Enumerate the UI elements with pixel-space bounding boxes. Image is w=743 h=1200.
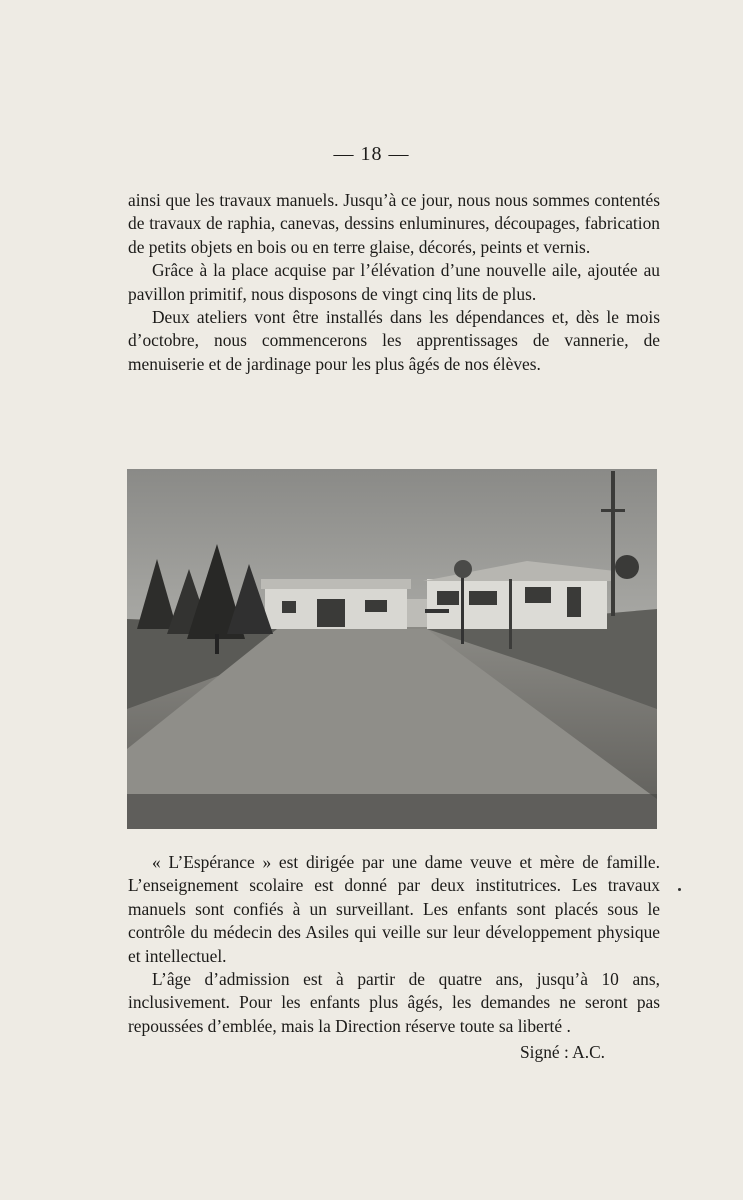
signature: Signé : A.C. [520,1042,606,1062]
building-photograph [127,469,657,829]
paragraph: L’âge d’admission est à partir de quatre ans, jusqu’à 10 ans, inclusivement. Pour les enfants plus âgés, les demandes ne seront pas repoussées d’emblée, mais la Direction réserve toute sa liberté . [128,969,660,1036]
text-block-bottom [128,851,660,1038]
paragraph: Deux ateliers vont être installés dans les dépendances et, dès le mois d’octobre, nous commencerons les apprentissages de vannerie, de menuiserie et de jardinage pour les plus âgés de nos élèves. [128,307,660,374]
page-number: — 18 — [333,143,410,165]
paragraph: Grâce à la place acquise par l’élévation d’une nouvelle aile, ajoutée au pavillon primitif, nous disposons de vingt cinq lits de plus. [128,260,660,304]
text-block-top [128,189,660,376]
print-speck [678,888,681,891]
paragraph: « L’Espérance » est dirigée par une dame veuve et mère de famille. L’enseignement scolaire est donné par deux institutrices. Les travaux manuels sont confiés à un surveillant. Les enfants sont placés sous le contrôle du médecin des Asiles qui veille sur leur développement physique et intellectuel. [128,852,660,966]
paragraph: ainsi que les travaux manuels. Jusqu’à ce jour, nous nous sommes contentés de travaux de raphia, canevas, dessins enluminures, découpages, fabrication de petits objets en bois ou en terre glaise, décorés, peints et vernis. [128,190,660,257]
